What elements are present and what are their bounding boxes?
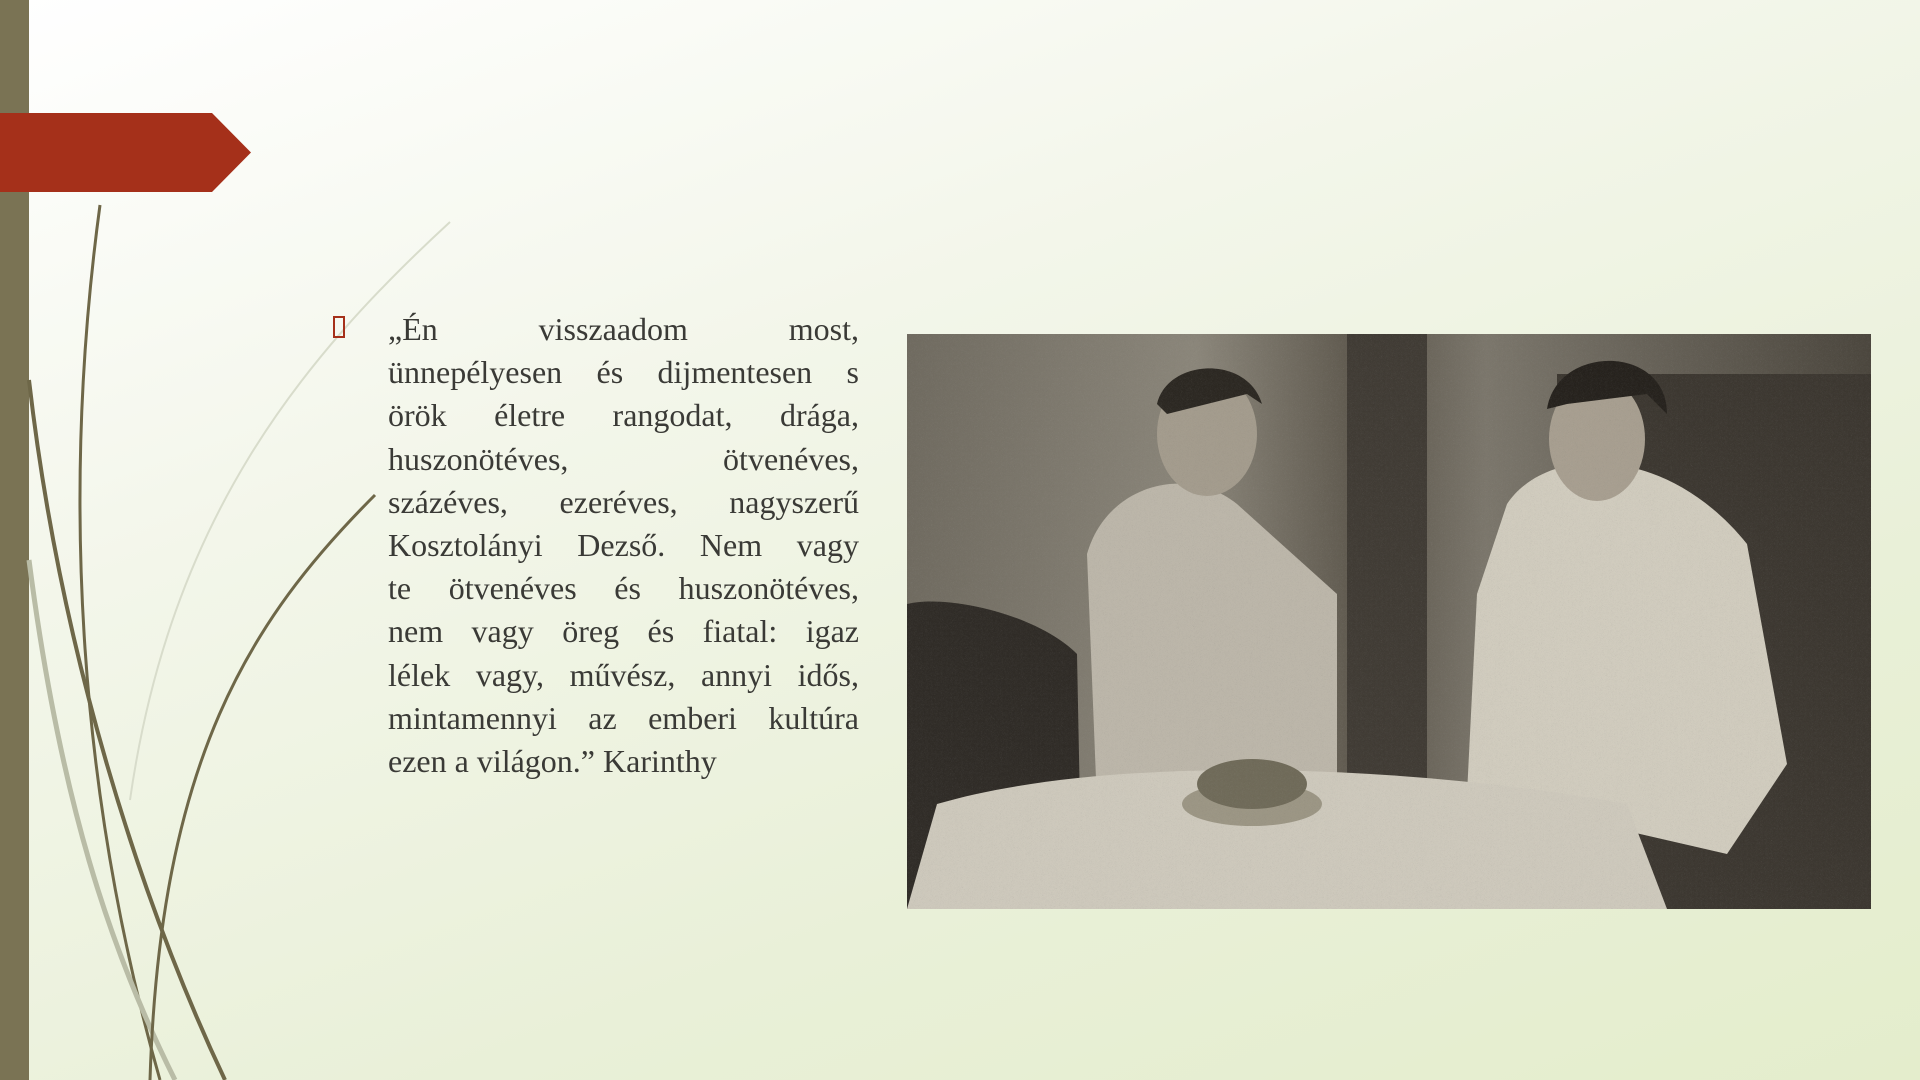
quote-line: ünnepélyesen és dijmentesen s <box>388 354 859 391</box>
quote-line: huszonötéves, ötvenéves, <box>388 440 859 477</box>
quote-line: örök életre rangodat, drága, <box>388 397 859 434</box>
square-bullet-icon <box>333 316 345 338</box>
quote-line: Kosztolányi Dezső. Nem vagy <box>388 527 859 564</box>
karinthy-quote <box>388 308 859 783</box>
quote-line: lélek vagy, művész, annyi idős, <box>388 656 859 693</box>
photo-karinthy-kosztolanyi <box>907 334 1871 909</box>
quote-line: mintamennyi az emberi kultúra <box>388 699 859 736</box>
quote-line: százéves, ezeréves, nagyszerű <box>388 483 859 520</box>
quote-line: te ötvenéves és huszonötéves, <box>388 570 859 607</box>
quote-line: nem vagy öreg és fiatal: igaz <box>388 613 859 650</box>
quote-line: ezen a világon.” Karinthy <box>388 743 717 780</box>
quote-line: „Én visszaadom most, <box>388 311 859 347</box>
title-arrow-banner <box>0 113 251 192</box>
